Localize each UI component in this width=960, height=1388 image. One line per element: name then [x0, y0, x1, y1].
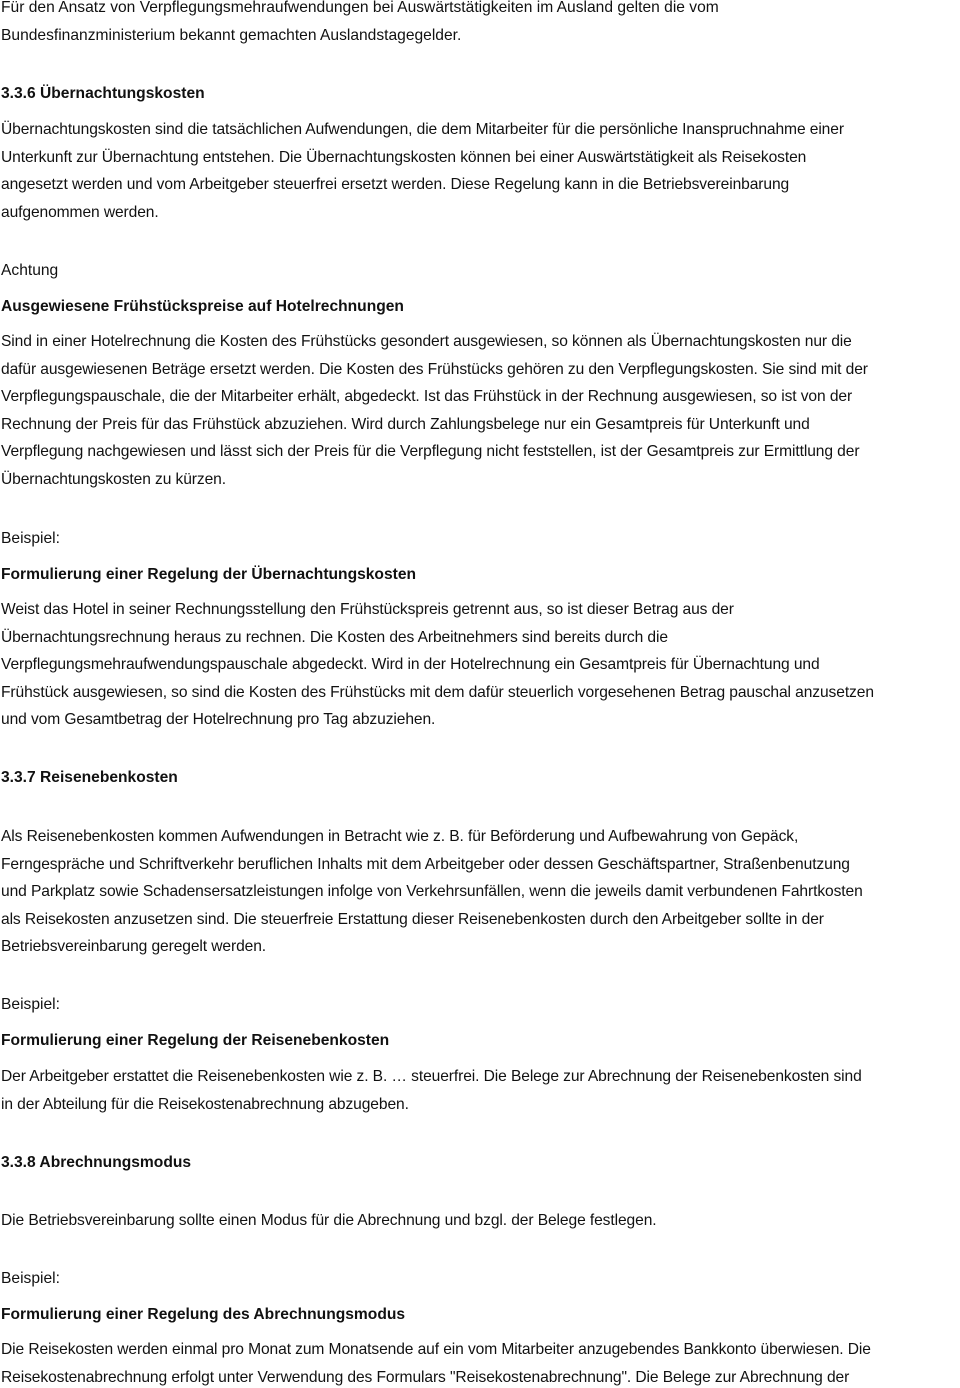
text-line: Verpflegungsmehraufwendungspauschale abgedeckt. Wird in der Hotelrechnung ein Gesamtpreis für Übernachtung und: [1, 656, 820, 674]
achtung-body: [1, 328, 956, 494]
text-line: angesetzt werden und vom Arbeitgeber steuerfrei ersetzt werden. Diese Regelung kann in die Betriebsvereinbarung: [1, 176, 790, 194]
text-line: Reisekostenabrechnung erfolgt unter Verwendung des Formulars "Reisekostenabrechnung". Die Belege zur Abrechnung der: [1, 1368, 850, 1386]
text-line: Für den Ansatz von Verpflegungsmehraufwendungen bei Auswärtstätigkeiten im Ausland gelten die vom: [1, 0, 719, 16]
text-line: und vom Gesamtbetrag der Hotelrechnung pro Tag abzuziehen.: [1, 711, 436, 729]
text-line: als Reisekosten anzusetzen sind. Die steuerfreie Erstattung dieser Reisenebenkosten durch den Arbeitgeber sollte in der: [1, 910, 824, 928]
section-body-3-3-8: [1, 1207, 956, 1235]
section-heading-3-3-7: 3.3.7 Reisenebenkosten: [1, 769, 178, 786]
beispiel-label: Beispiel:: [1, 1270, 60, 1287]
beispiel-heading: Formulierung einer Regelung der Übernachtungskosten: [1, 566, 417, 583]
text-line: Frühstück ausgewiesen, so sind die Kosten des Frühstücks mit dem dafür steuerlich vorgesehenen Betrag pauschal anzusetzen: [1, 683, 874, 701]
text-line: Unterkunft zur Übernachtung entstehen. Die Übernachtungskosten können bei einer Auswärtstätigkeit als Reisekosten: [1, 148, 807, 166]
beispiel-heading: Formulierung einer Regelung des Abrechnungsmodus: [1, 1306, 406, 1323]
text-line: Sind in einer Hotelrechnung die Kosten des Frühstücks gesondert ausgewiesen, so können als Übernachtungskosten nur die: [1, 333, 852, 350]
intro-paragraph: [1, 0, 956, 49]
section-body-3-3-7: [1, 823, 956, 961]
text-line: Die Reisekosten werden einmal pro Monat zum Monatsende auf ein vom Mitarbeiter anzugebendes Bankkonto überwiesen. Die: [1, 1341, 871, 1358]
section-heading-3-3-8: 3.3.8 Abrechnungsmodus: [1, 1154, 192, 1171]
text-line: Übernachtungskosten sind die tatsächlichen Aufwendungen, die dem Mitarbeiter für die persönliche Inanspruchnahme einer: [1, 121, 844, 138]
section-body-3-3-6: [1, 116, 956, 226]
beispiel-body: [1, 1336, 956, 1388]
text-line: Der Arbeitgeber erstattet die Reisenebenkosten wie z. B. … steuerfrei. Die Belege zur Abrechnung der Reisenebenkosten sind: [1, 1068, 862, 1085]
section-heading-3-3-6: 3.3.6 Übernachtungskosten: [1, 85, 205, 102]
text-line: Übernachtungskosten zu kürzen.: [1, 470, 226, 488]
text-line: aufgenommen werden.: [1, 203, 159, 221]
beispiel-body: [1, 1063, 956, 1118]
text-line: Bundesfinanzministerium bekannt gemachten Auslandstagegelder.: [1, 26, 462, 44]
text-line: Die Betriebsvereinbarung sollte einen Modus für die Abrechnung und bzgl. der Belege festlegen.: [1, 1212, 657, 1229]
text-line: Betriebsvereinbarung geregelt werden.: [1, 938, 267, 956]
text-line: und Parkplatz sowie Schadensersatzleistungen infolge von Verkehrsunfällen, wenn die jeweils damit verbundenen Fahrtkosten: [1, 883, 863, 901]
text-line: in der Abteilung für die Reisekostenabrechnung abzugeben.: [1, 1095, 409, 1113]
beispiel-heading: Formulierung einer Regelung der Reisenebenkosten: [1, 1032, 390, 1049]
achtung-label: Achtung: [1, 262, 59, 279]
text-line: Weist das Hotel in seiner Rechnungsstellung den Frühstückspreis getrennt aus, so ist dieser Betrag aus der: [1, 601, 734, 618]
achtung-heading: Ausgewiesene Frühstückspreise auf Hotelrechnungen: [1, 298, 404, 315]
text-line: dafür ausgewiesenen Beträge ersetzt werden. Die Kosten des Frühstücks gehören zu den Verpflegungskosten. Sie sind mit der: [1, 360, 868, 378]
beispiel-label: Beispiel:: [1, 530, 60, 547]
text-line: Verpflegungspauschale, die der Mitarbeiter erhält, abgedeckt. Ist das Frühstück in der Rechnung ausgewiesen, so ist von der: [1, 388, 853, 406]
text-line: Ferngespräche und Schriftverkehr beruflichen Inhalts mit dem Arbeitgeber oder dessen Geschäftspartner, Straßenbenutzung: [1, 855, 850, 873]
text-line: Übernachtungsrechnung heraus zu rechnen. Die Kosten des Arbeitnehmers sind bereits durch die: [1, 628, 668, 646]
text-line: Verpflegung nachgewiesen und lässt sich der Preis für die Verpflegung nicht feststellen, ist der Gesamtpreis zur Ermittlung der: [1, 443, 860, 461]
beispiel-body: [1, 596, 956, 734]
text-line: Als Reisenebenkosten kommen Aufwendungen in Betracht wie z. B. für Beförderung und Aufbewahrung von Gepäck,: [1, 828, 799, 845]
beispiel-label: Beispiel:: [1, 996, 60, 1013]
text-line: Rechnung der Preis für das Frühstück abzuziehen. Wird durch Zahlungsbelege nur ein Gesamtpreis für Unterkunft und: [1, 415, 810, 433]
